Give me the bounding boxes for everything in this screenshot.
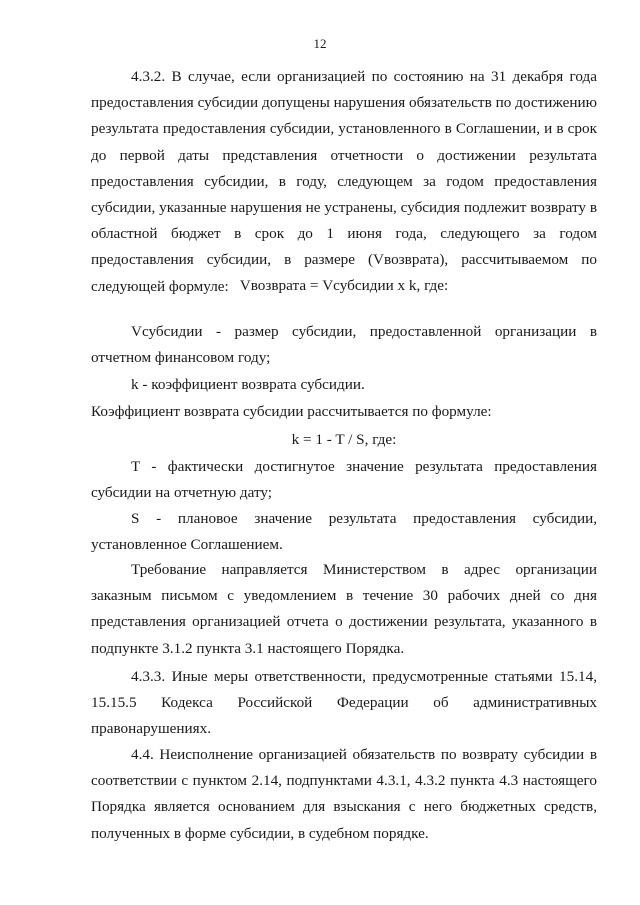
paragraph-t-definition: T - фактически достигнутое значение результата предоставления субсидии на отчетную дату;	[91, 458, 597, 502]
paragraph-4-4: 4.4. Неисполнение организацией обязательств по возврату субсидии в соответствии с пунктом 2.14, подпунктами 4.3.1, 4.3.2 пункта 4.3 настоящего Порядка является основанием для взыскания с него бюджетных средств, полученных в форме субсидии, в судебном порядке.	[91, 746, 597, 842]
paragraph-v-subsidii: Vсубсидии - размер субсидии, предоставленной организации в отчетном финансовом году;	[91, 323, 597, 367]
page-number: 12	[313, 36, 327, 51]
paragraph-k-definition: k - коэффициент возврата субсидии.	[131, 376, 365, 393]
paragraph-s-definition: S - плановое значение результата предоставления субсидии, установленное Соглашением.	[91, 510, 597, 554]
paragraph-trebovanie: Требование направляется Министерством в адрес организации заказным письмом с уведомлением в течение 30 рабочих дней со дня представления организацией отчета о достижении результата, указанного в подпункте 3.1.2 пункта 3.1 настоящего Порядка.	[91, 561, 597, 657]
paragraph-k-formula-intro: Коэффициент возврата субсидии рассчитывается по формуле:	[91, 403, 492, 420]
paragraph-4-3-2: 4.3.2. В случае, если организацией по состоянию на 31 декабря года предоставления субсидии допущены нарушения обязательств по достижению результата предоставления субсидии, установленного в Соглашении, и в срок до первой даты представления отчетности о достижении результата предоставления субсидии, в году, следующем за годом предоставления субсидии, указанные нарушения не устранены, субсидия подлежит возврату в областной бюджет в срок до 1 июня года, следующего за годом предоставления субсидии, в размере (Vвозврата), рассчитываемом по следующей формуле:	[91, 68, 597, 295]
formula-v-vozvrata: Vвозврата = Vсубсидии x k, где:	[239, 277, 449, 294]
formula-k: k = 1 - T / S, где:	[291, 431, 397, 448]
paragraph-4-3-3: 4.3.3. Иные меры ответственности, предусмотренные статьями 15.14, 15.15.5 Кодекса Российской Федерации об административных правонарушениях.	[91, 668, 597, 738]
